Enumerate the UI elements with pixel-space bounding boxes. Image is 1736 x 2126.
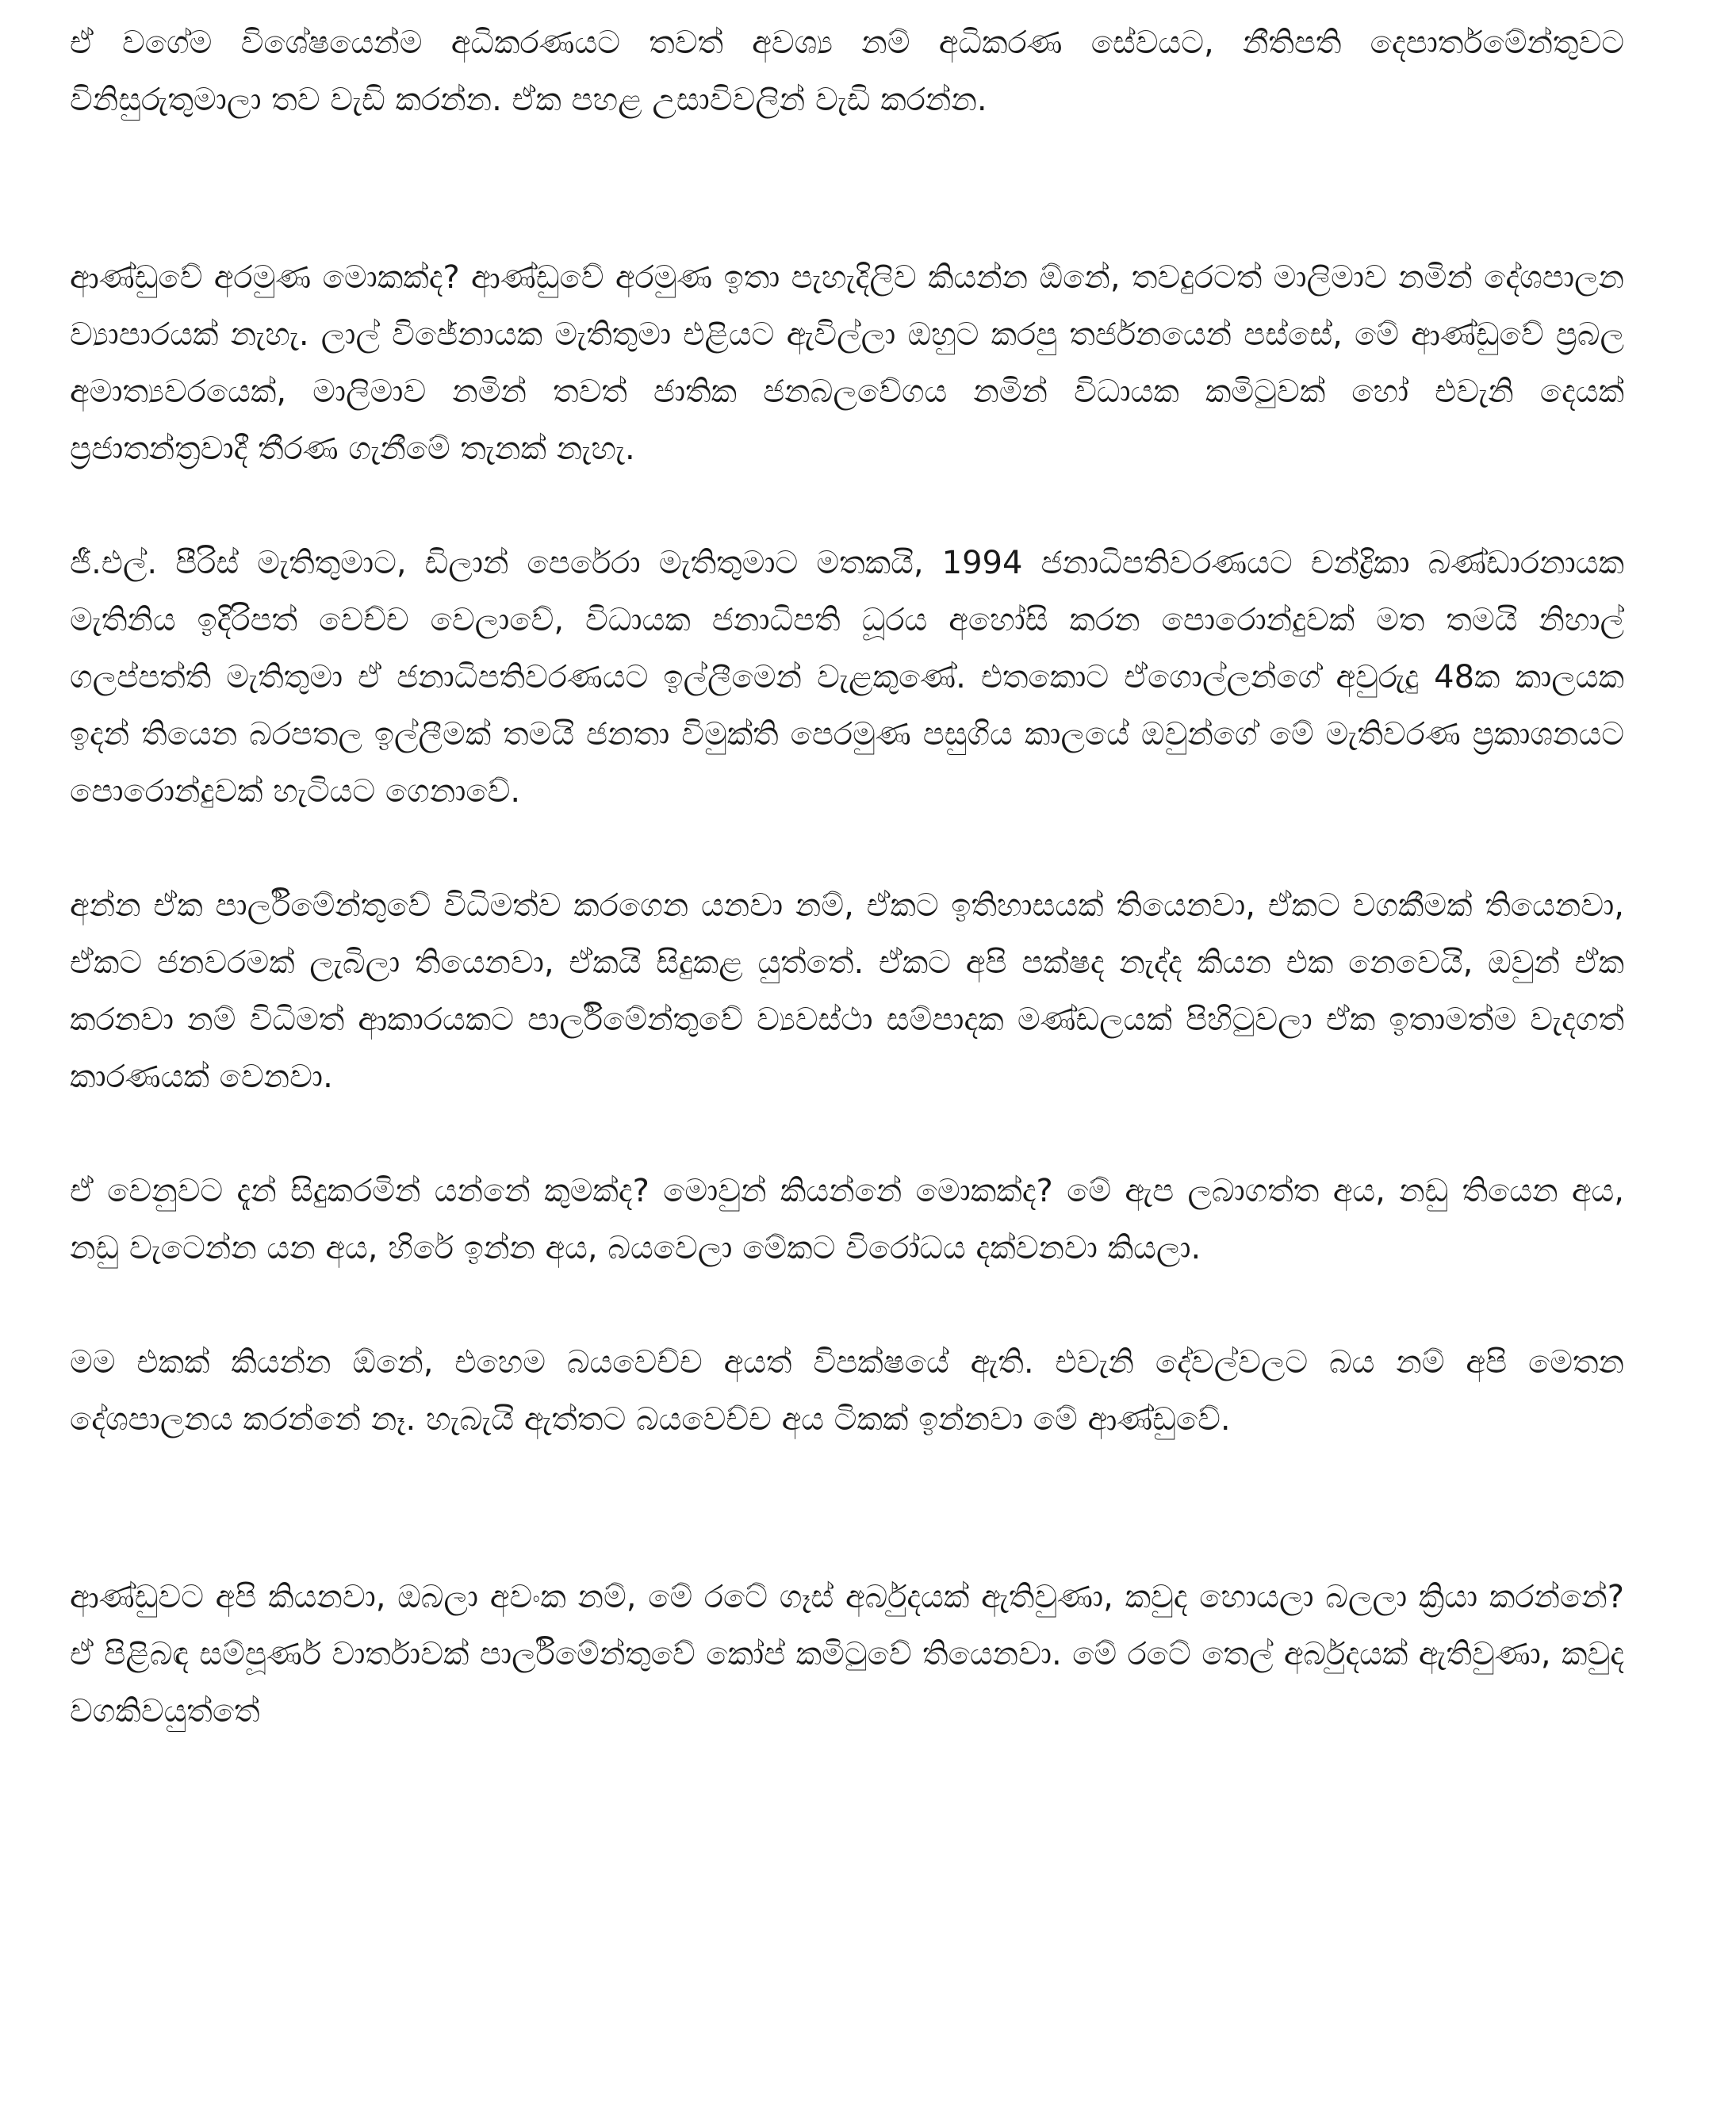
paragraph-spacer: [70, 128, 1624, 249]
paragraph-spacer: [70, 1105, 1624, 1163]
paragraph-spacer: [70, 1277, 1624, 1334]
paragraph-spacer: [70, 477, 1624, 534]
paragraph-spacer: [70, 1448, 1624, 1569]
paragraph-6: මම එකක් කියන්න ඕනේ, එහෙම බයවෙච්ච අයත් විපක්ෂයේ ඇති. එවැනි දේවල්වලට බය නම් අපි මෙතන දේශපාලනය කරන්නේ නෑ. හැබැයි ඇත්තට බයවෙච්ච අය ටිකක් ඉන්නවා මේ ආණ්ඩුවේ.: [70, 1344, 1624, 1438]
paragraph-1: ඒ වගේම විශේෂයෙන්ම අධිකරණයට තවත් අවශ්‍ය නම් අධිකරණ සේවයට, නීතිපති දෙපාර්තමේන්තුවට විනිසුරුතුමාලා තව වැඩි කරන්න. ඒක පහළ උසාවිවලින් වැඩි කරන්න.: [70, 25, 1624, 118]
paragraph-7: ආණ්ඩුවට අපි කියනවා, ඔබලා අවංක නම්, මේ රටේ ගෑස් අර්බුදයක් ඇතිවුණා, කවුද හොයලා බලලා ක්‍රියා කරන්නේ? ඒ පිළිබඳ සම්පූර්ණ වාර්තාවක් පාර්ලිමේන්තුවේ කෝප් කමිටුවේ තියෙනවා. මේ රටේ තෙල් අර්බුදයක් ඇතිවුණා, කවුද වගකිවයුත්තේ: [70, 1579, 1624, 1730]
paragraph-3: ජී.එල්. පීරිස් මැතිතුමාට, ඩිලාන් පෙරේරා මැතිතුමාට මතකයි, 1994 ජනාධිපතිවරණයට චන්ද්‍රිකා බණ්ඩාරනායක මැතිනිය ඉදිරිපත් වෙච්ච වෙලාවේ, විධායක ජනාධිපති ධූරය අහෝසි කරන පොරොන්දුවක් මත තමයි නිහාල් ගලප්පත්ති මැතිතුමා ඒ ජනාධිපතිවරණයට ඉල්ලීමෙන් වැළකුණේ. එතකොට ඒගොල්ලන්ගේ අවුරුදු 48ක කාලයක ඉදන් තියෙන බරපතල ඉල්ලීමක් තමයි ජනතා විමුක්ති පෙරමුණ පසුගිය කාලයේ ඔවුන්ගේ මේ මැතිවරණ ප්‍රකාශනයට පොරොන්දුවක් හැටියට ගෙනාවේ.: [70, 545, 1625, 810]
paragraph-2: ආණ්ඩුවේ අරමුණ මොකක්ද? ආණ්ඩුවේ අරමුණ ඉතා පැහැදිලිව කියන්න ඕනේ, තවදුරටත් මාලිමාව නමින් දේශපාලන ව්‍යාපාරයක් නැහැ. ලාල් විජේනායක මැතිතුමා එළියට ඇවිල්ලා ඔහුට කරපු තර්ජනයෙන් පස්සේ, මේ ආණ්ඩුවේ ප්‍රබල අමාත්‍යවරයෙක්, මාලිමාව නමින් තවත් ජාතික ජනබලවේගය නමින් විධායක කමිටුවක් හෝ එවැනි දෙයක් ප්‍රජාතන්ත්‍රවාදී තීරණ ගැනීමේ තැනක් නැහැ.: [70, 259, 1624, 467]
document-page: [70, 14, 1624, 1740]
paragraph-spacer: [70, 820, 1624, 877]
paragraph-4: අන්න ඒක පාර්ලිමේන්තුවේ විධිමත්ව කරගෙන යනවා නම්, ඒකට ඉතිහාසයක් තියෙනවා, ඒකට වගකීමක් තියෙනවා, ඒකට ජනවරමක් ලැබිලා තියෙනවා, ඒකයි සිදුකළ යුත්තේ. ඒකට අපි පක්ෂද නැද්ද කියන එක නෙවෙයි, ඔවුන් ඒක කරනවා නම් විධිමත් ආකාරයකට පාර්ලිමේන්තුවේ ව්‍යවස්ථා සම්පාදක මණ්ඩලයක් පිහිටුවලා ඒක ඉතාමත්ම වැදගත් කාරණයක් වෙනවා.: [70, 887, 1624, 1095]
paragraph-5: ඒ වෙනුවට දැන් සිදුකරමින් යන්නේ කුමක්ද? මොවුන් කියන්නේ මොකක්ද? මේ ඇප ලබාගත්ත අය, නඩු තියෙන අය, නඩු වැටෙන්න යන අය, හිරේ ඉන්න අය, බයවෙලා මේකට විරෝධය දක්වනවා කියලා.: [70, 1173, 1624, 1266]
